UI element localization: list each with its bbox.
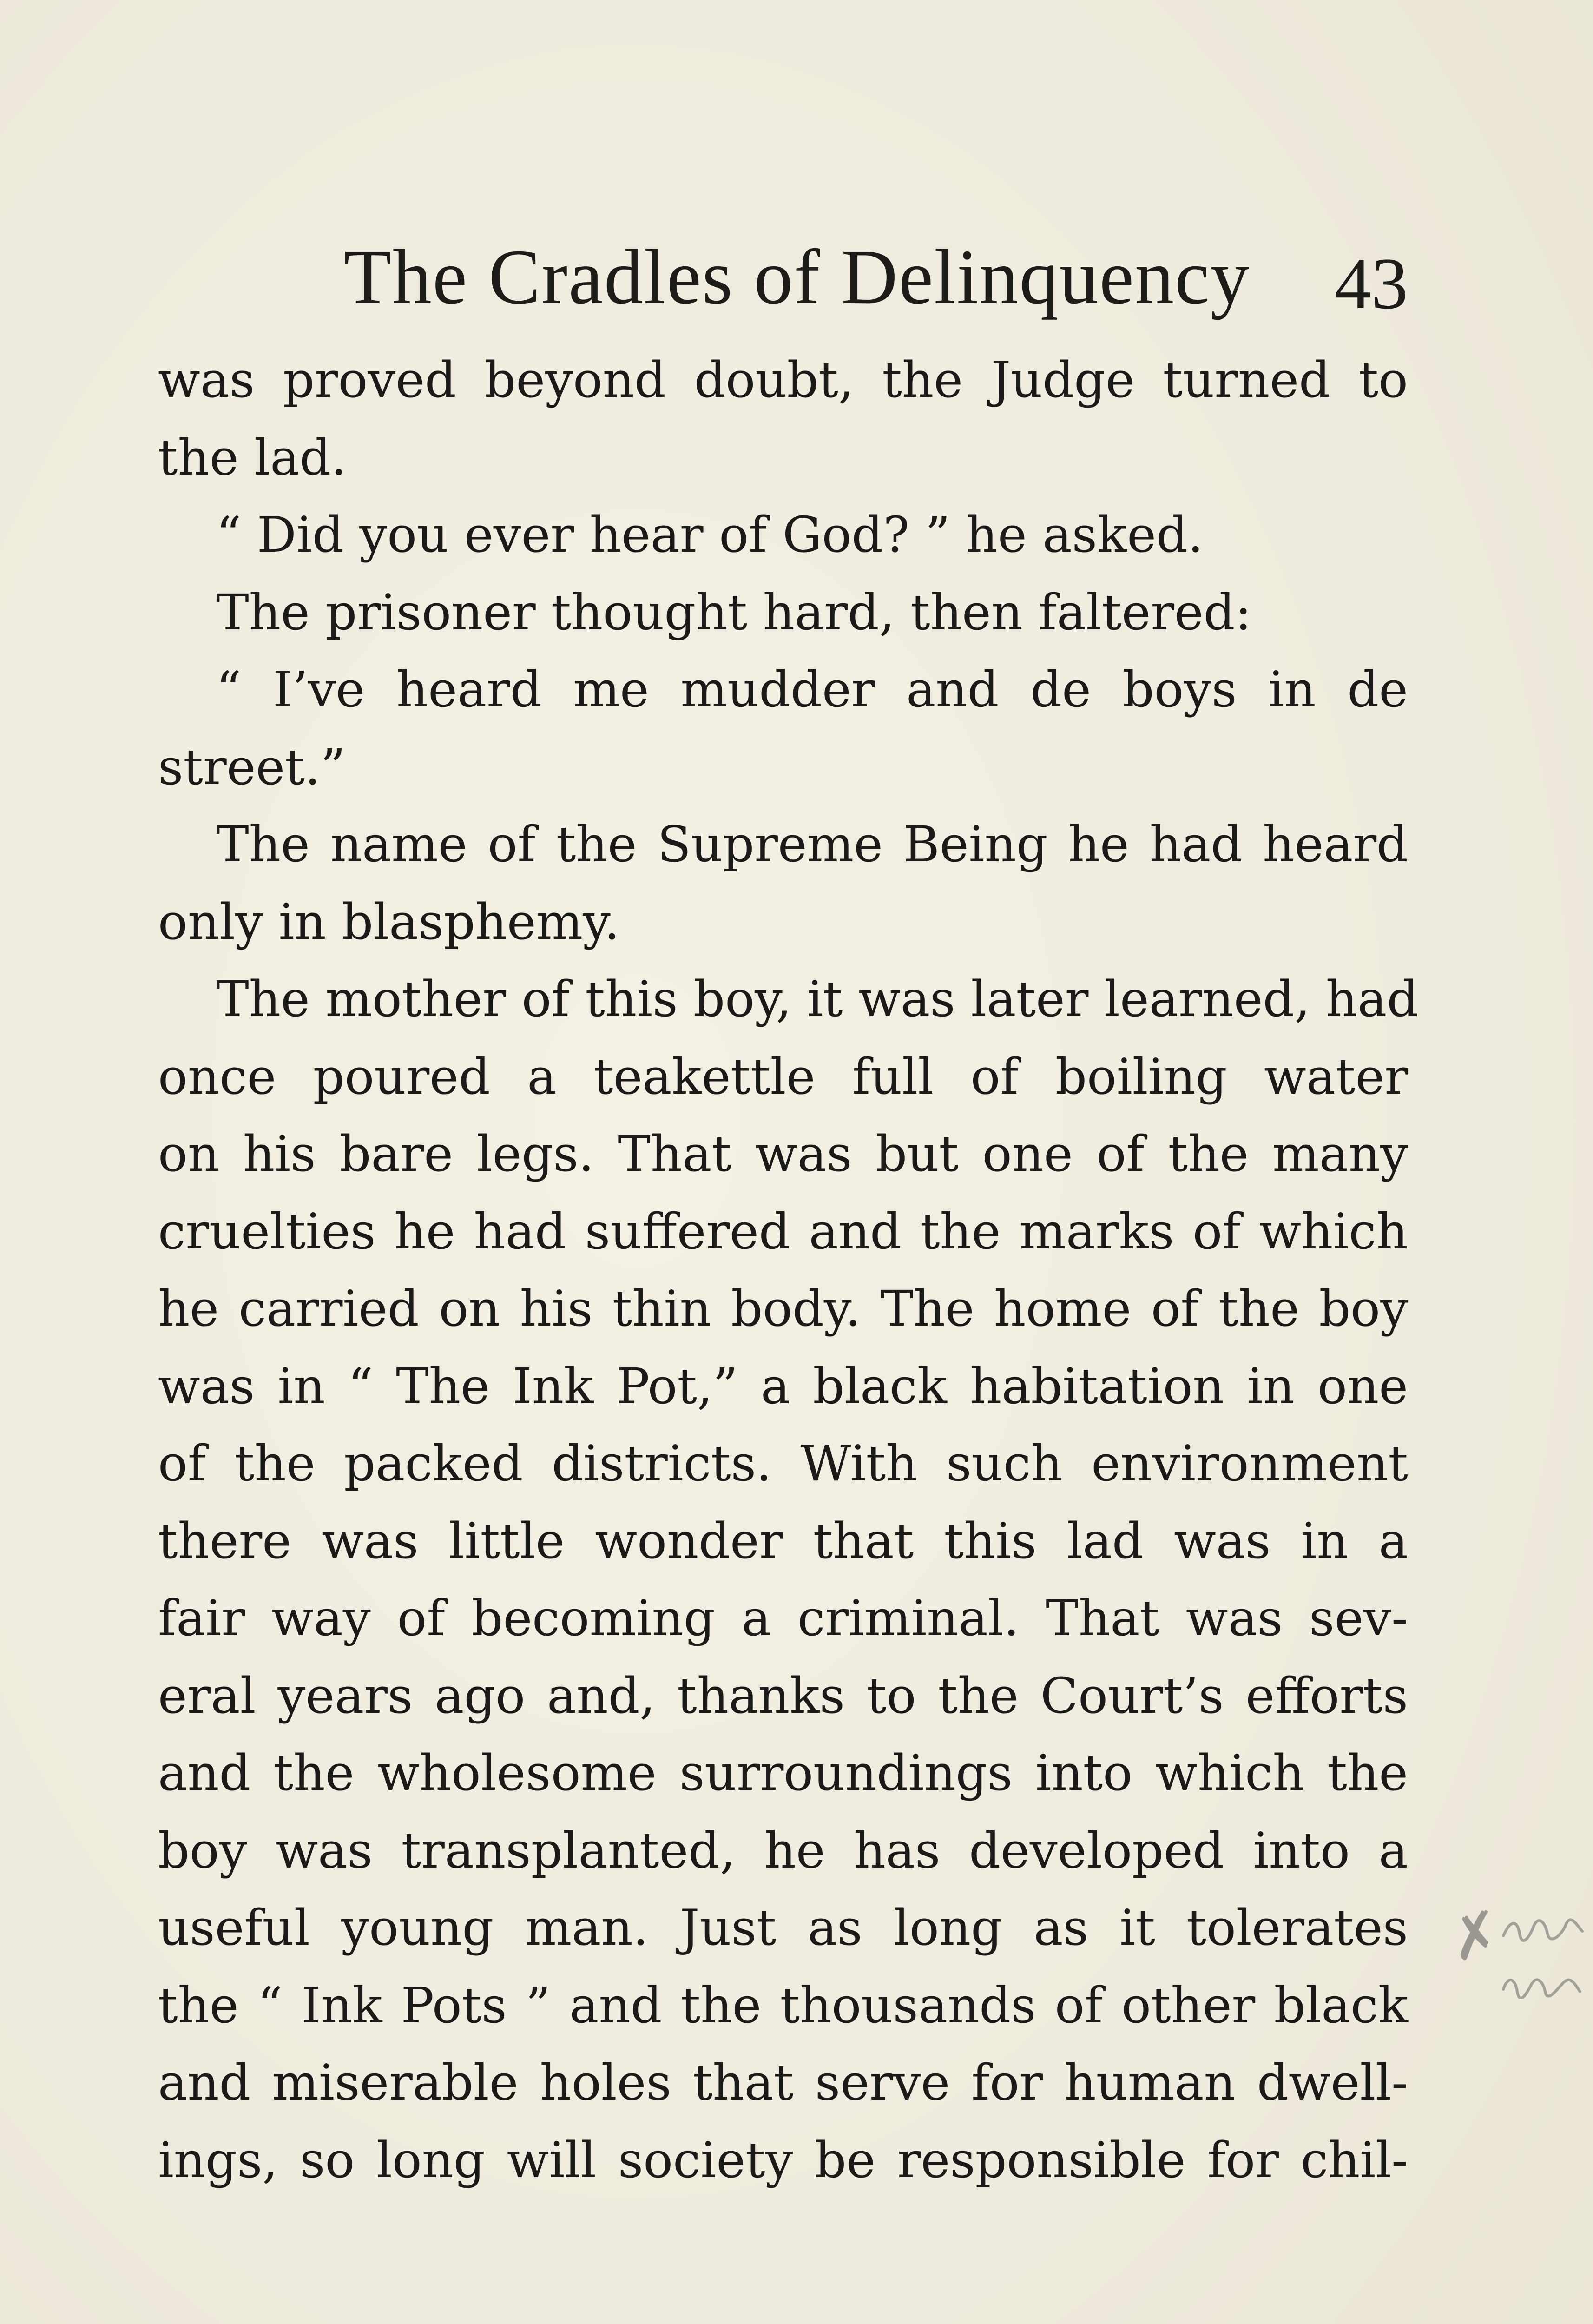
pencil-margin-note: [1443, 1896, 1585, 2022]
text-line: street.”: [158, 738, 346, 796]
text-line: of the packed districts. With such environment: [158, 1435, 1408, 1492]
text-line: “ Did you ever hear of God? ” he asked.: [216, 506, 1204, 563]
text-line: there was little wonder that this lad was in a: [158, 1512, 1408, 1570]
text-line: eral years ago and, thanks to the Court’s efforts: [158, 1667, 1408, 1724]
text-line: he carried on his thin body. The home of the boy: [158, 1280, 1408, 1337]
text-line: was in “ The Ink Pot,” a black habitation in one: [158, 1357, 1408, 1415]
text-line: The prisoner thought hard, then faltered:: [216, 583, 1252, 641]
text-line: only in blasphemy.: [158, 893, 620, 951]
text-line: The mother of this boy, it was later learned, had: [216, 971, 1419, 1028]
text-line: the “ Ink Pots ” and the thousands of other black: [158, 1976, 1408, 2034]
pencil-scrawl-icon: [1501, 1971, 1585, 1999]
page-number: 43: [1335, 243, 1408, 324]
text-line: fair way of becoming a criminal. That was sev-: [158, 1590, 1408, 1647]
pencil-x-mark-icon: ✗: [1443, 1896, 1507, 1976]
text-line: and miserable holes that serve for human dwell-: [158, 2054, 1408, 2111]
running-title: The Cradles of Delinquency: [344, 234, 1251, 320]
text-line: cruelties he had suffered and the marks of which: [158, 1202, 1408, 1260]
text-line: and the wholesome surroundings into which the: [158, 1744, 1408, 1802]
text-line: once poured a teakettle full of boiling water: [158, 1048, 1408, 1105]
text-line: useful young man. Just as long as it tolerates: [158, 1899, 1408, 1956]
running-head: [344, 223, 1408, 324]
text-line: ings, so long will society be responsible for chil-: [158, 2131, 1408, 2189]
text-line: The name of the Supreme Being he had heard: [216, 816, 1408, 873]
text-line: was proved beyond doubt, the Judge turned to: [158, 351, 1408, 409]
text-line: on his bare legs. That was but one of the many: [158, 1125, 1408, 1182]
body-text: [158, 342, 1419, 2199]
pencil-scrawl-icon: [1501, 1915, 1585, 1943]
text-line: the lad.: [158, 429, 347, 486]
text-line: boy was transplanted, he has developed into a: [158, 1822, 1408, 1879]
text-line: “ I’ve heard me mudder and de boys in de: [216, 661, 1408, 718]
